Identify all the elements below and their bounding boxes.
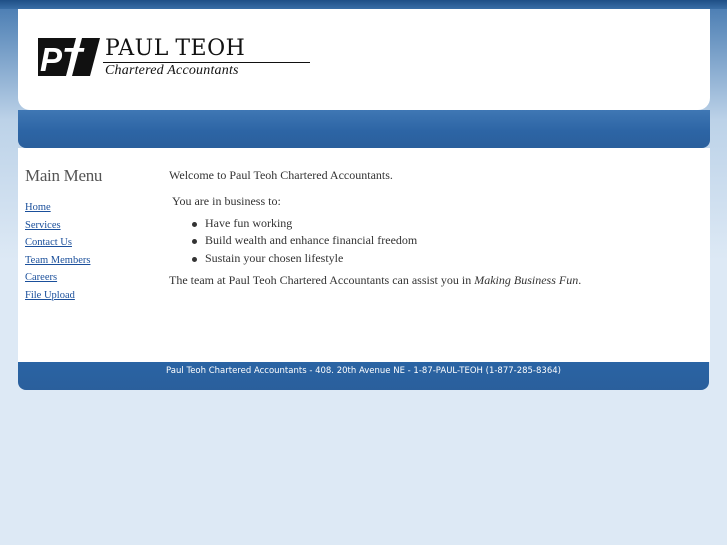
intro-text: You are in business to: [172, 194, 281, 208]
logo[interactable] [38, 36, 310, 80]
footer [18, 362, 709, 390]
goal-item: Sustain your chosen lifestyle [190, 250, 689, 267]
content-area [18, 148, 710, 362]
menu-item [25, 216, 155, 234]
logo-mark-icon [38, 38, 100, 76]
logo-mark-text: PT [40, 41, 83, 76]
menu-item [25, 198, 155, 216]
closing-suffix: . [578, 272, 582, 287]
logo-name [103, 36, 310, 63]
logo-subtitle: Chartered Accountants [105, 63, 239, 78]
main-menu-title: Main Menu [25, 166, 103, 185]
menu-link-careers[interactable]: Careers [25, 272, 58, 283]
goal-item: Build wealth and enhance financial freedom [190, 232, 689, 249]
goal-item: Have fun working [190, 215, 689, 232]
menu-item [25, 286, 155, 304]
welcome-text: Welcome to Paul Teoh Chartered Accountants. [169, 168, 393, 182]
menu-link-team-members[interactable]: Team Members [25, 254, 91, 266]
main-menu [25, 198, 155, 303]
goals-list [169, 215, 689, 267]
menu-item [25, 268, 155, 286]
header [18, 9, 710, 110]
logo-name-first: PAUL [105, 36, 169, 61]
logo-name-last: TEOH [175, 36, 246, 61]
header-band [18, 110, 710, 148]
menu-link-home[interactable]: Home [25, 202, 51, 213]
main-content [169, 168, 689, 287]
menu-item [25, 233, 155, 251]
closing-text [169, 273, 689, 287]
menu-link-file-upload[interactable]: File Upload [25, 289, 75, 301]
sidebar [25, 166, 155, 303]
page-container [18, 9, 710, 390]
menu-link-services[interactable]: Services [25, 219, 61, 231]
footer-text: Paul Teoh Chartered Accountants - 408. 20th Avenue NE - 1-87-PAUL-TEOH (1-877-285-8364) [166, 366, 561, 376]
menu-item [25, 251, 155, 269]
closing-prefix: The team at Paul Teoh Chartered Accountants can assist you in [169, 272, 475, 287]
top-bar [0, 0, 727, 9]
menu-link-contact-us[interactable]: Contact Us [25, 237, 72, 248]
closing-emphasis: Making Business Fun [474, 272, 579, 287]
